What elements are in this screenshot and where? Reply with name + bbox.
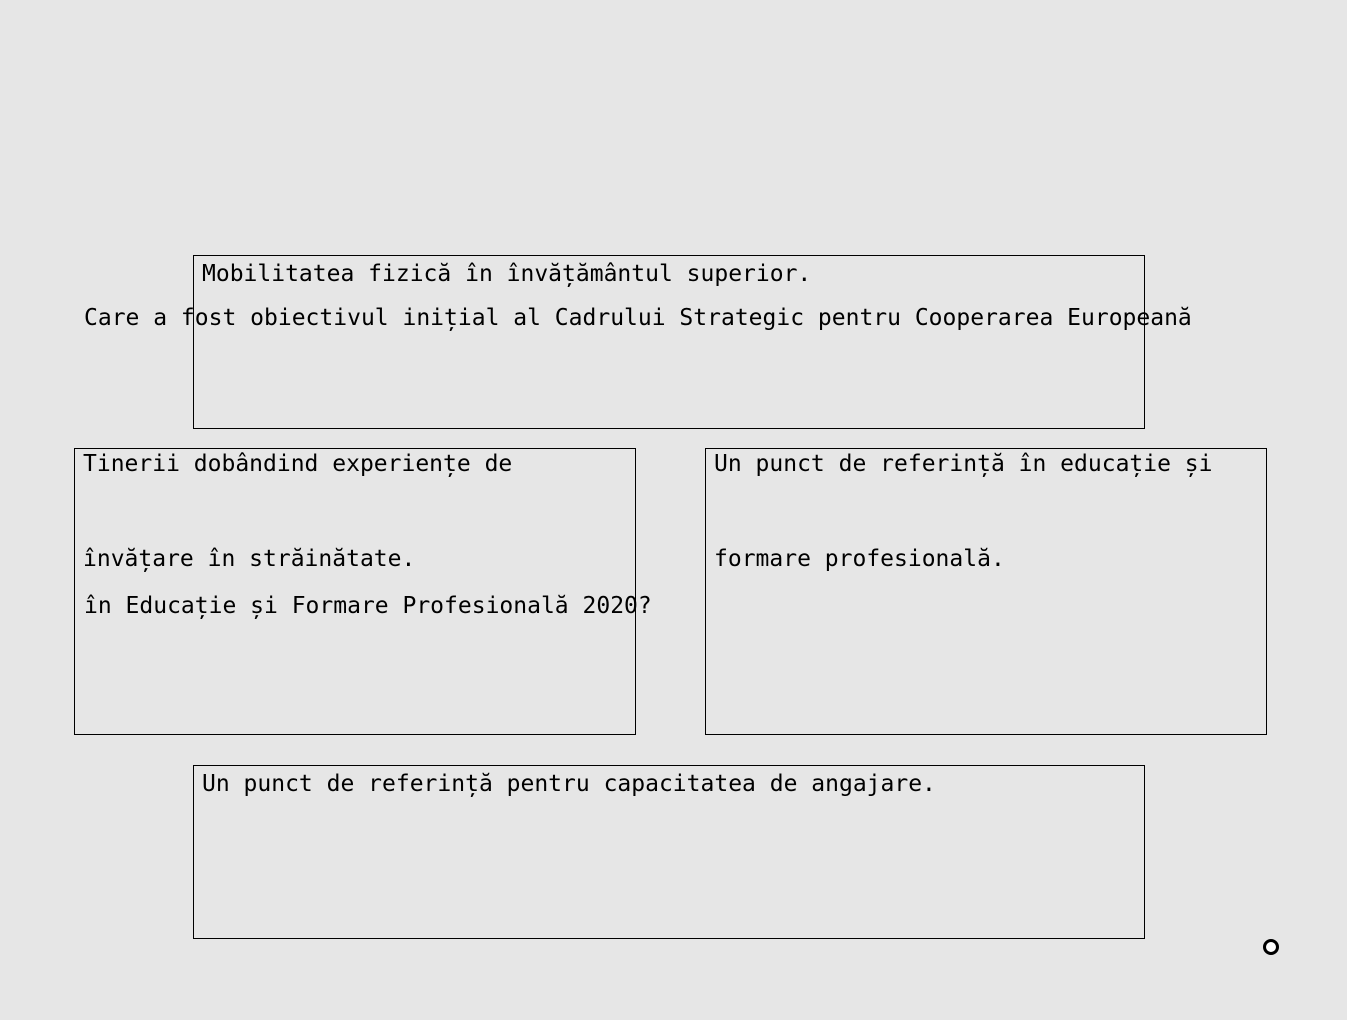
question-line-1: Care a fost obiectivul inițial al Cadrului Strategic pentru Cooperarea Europeană [84,305,1192,331]
answer-option-a[interactable] [193,255,1145,429]
answer-option-c[interactable] [705,448,1267,735]
answer-d-text: Un punct de referință pentru capacitatea de angajare. [202,771,936,797]
answer-c-text-line-1: Un punct de referință în educație și [714,451,1213,477]
answer-a-text: Mobilitatea fizică în învățământul superior. [202,261,812,287]
question-line-2: în Educație și Formare Profesională 2020? [84,593,652,619]
mouse-cursor-icon [1263,939,1279,955]
answer-b-text-line-1: Tinerii dobândind experiențe de [83,451,513,477]
answer-c-text-line-2: formare profesională. [714,546,1005,572]
answer-option-d[interactable] [193,765,1145,939]
answer-b-text-line-2: învățare în străinătate. [83,546,416,572]
answer-option-b[interactable] [74,448,636,735]
